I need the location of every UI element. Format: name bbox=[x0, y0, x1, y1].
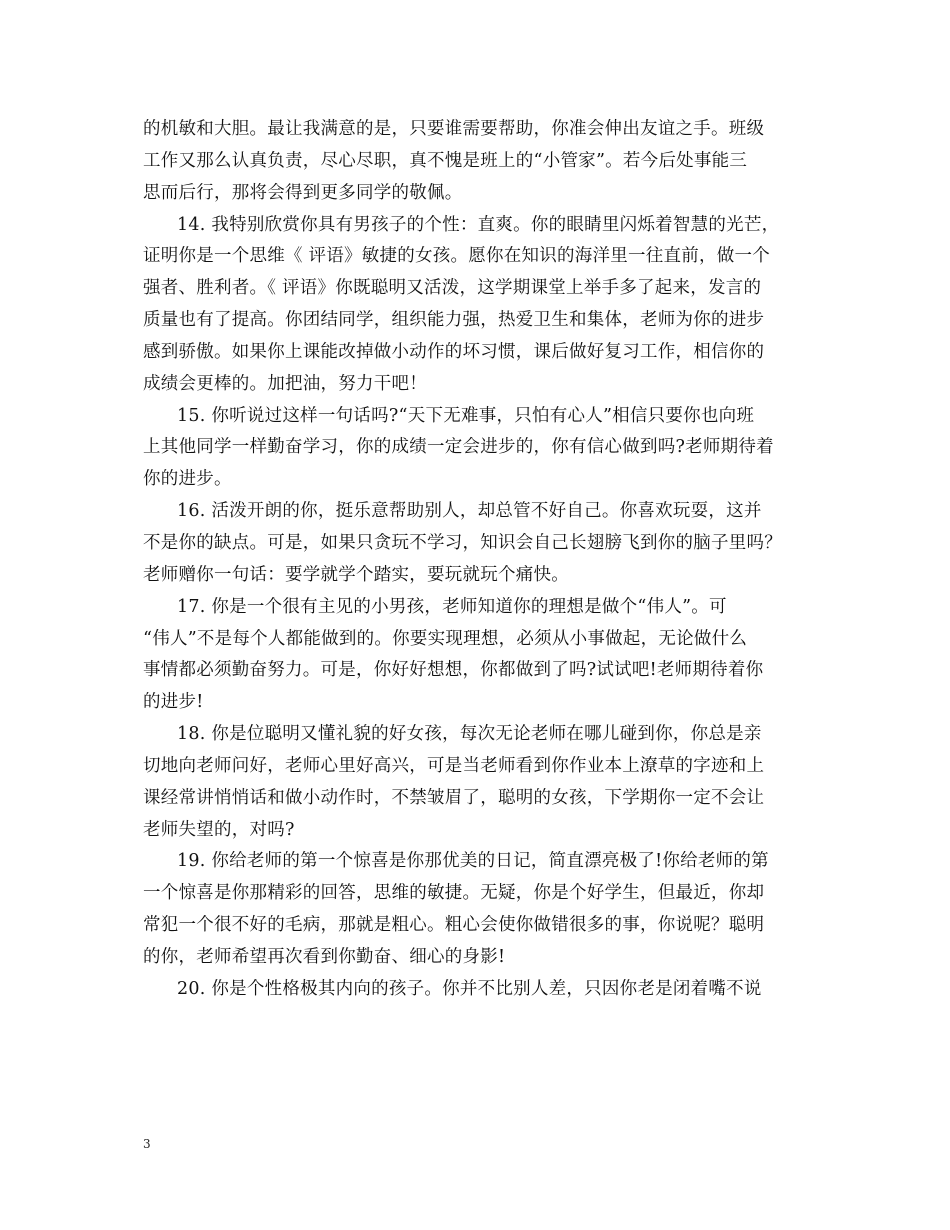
text-line: 成绩会更棒的。加把油，努力干吧！ bbox=[143, 373, 427, 394]
text-line: 思而后行，那将会得到更多同学的敬佩。 bbox=[143, 182, 463, 203]
paragraph-16-first-line: 16. 活泼开朗的你，挺乐意帮助别人，却总管不好自己。你喜欢玩耍，这并 bbox=[177, 501, 762, 522]
text-line: 老师失望的，对吗? bbox=[143, 819, 295, 840]
text-line: 上其他同学一样勤奋学习，你的成绩一定会进步的，你有信心做到吗?老师期待着 bbox=[143, 437, 774, 458]
text-line: 课经常讲悄悄话和做小动作时，不禁皱眉了，聪明的女孩，下学期你一定不会让 bbox=[143, 787, 765, 808]
document-body bbox=[143, 114, 811, 1006]
text-line: 工作又那么认真负责，尽心尽职，真不愧是班上的“小管家”。若今后处事能三 bbox=[143, 150, 748, 171]
text-line: 切地向老师问好，老师心里好高兴，可是当老师看到你作业本上潦草的字迹和上 bbox=[143, 755, 765, 776]
text-line: 质量也有了提高。你团结同学，组织能力强，热爱卫生和集体，老师为你的进步 bbox=[143, 310, 765, 331]
text-line: 常犯一个很不好的毛病，那就是粗心。粗心会使你做错很多的事，你说呢？聪明 bbox=[143, 915, 765, 936]
text-line: “伟人”不是每个人都能做到的。你要实现理想，必须从小事做起，无论做什么 bbox=[143, 628, 748, 649]
paragraph-15-first-line: 15. 你听说过这样一句话吗?“天下无难事，只怕有心人”相信只要你也向班 bbox=[177, 405, 755, 426]
paragraph-14-first-line: 14. 我特别欣赏你具有男孩子的个性：直爽。你的眼睛里闪烁着智慧的光芒， bbox=[177, 214, 780, 235]
text-line: 不是你的缺点。可是，如果只贪玩不学习，知识会自己长翅膀飞到你的脑子里吗？ bbox=[143, 532, 782, 553]
paragraph-18-first-line: 18. 你是位聪明又懂礼貌的好女孩，每次无论老师在哪儿碰到你，你总是亲 bbox=[177, 724, 762, 745]
text-line: 的机敏和大胆。最让我满意的是，只要谁需要帮助，你准会伸出友谊之手。班级 bbox=[143, 119, 765, 139]
text-line: 的你，老师希望再次看到你勤奋、细心的身影! bbox=[143, 946, 506, 967]
paragraph-19-first-line: 19. 你给老师的第一个惊喜是你那优美的日记，简直漂亮极了!你给老师的第 bbox=[177, 851, 769, 872]
paragraph-20-first-line: 20. 你是个性格极其内向的孩子。你并不比别人差，只因你老是闭着嘴不说 bbox=[177, 978, 762, 999]
text-line: 一个惊喜是你那精彩的回答，思维的敏捷。无疑，你是个好学生，但最近，你却 bbox=[143, 883, 765, 904]
text-line: 的进步! bbox=[143, 692, 204, 713]
text-line: 感到骄傲。如果你上课能改掉做小动作的坏习惯，课后做好复习工作，相信你的 bbox=[143, 341, 765, 362]
text-line: 老师赠你一句话：要学就学个踏实，要玩就玩个痛快。 bbox=[143, 564, 569, 585]
text-line: 事情都必须勤奋努力。可是，你好好想想，你都做到了吗?试试吧!老师期待着你 bbox=[143, 660, 764, 681]
page-number: 3 bbox=[143, 1137, 151, 1151]
text-line: 证明你是一个思维《 评语》敏捷的女孩。愿你在知识的海洋里一往直前，做一个 bbox=[143, 246, 771, 267]
text-line: 你的进步。 bbox=[143, 469, 232, 490]
paragraph-17-first-line: 17. 你是一个很有主见的小男孩，老师知道你的理想是做个“伟人”。可 bbox=[177, 596, 727, 617]
text-line: 强者、胜利者。《 评语》你既聪明又活泼，这学期课堂上举手多了起来，发言的 bbox=[143, 278, 762, 299]
